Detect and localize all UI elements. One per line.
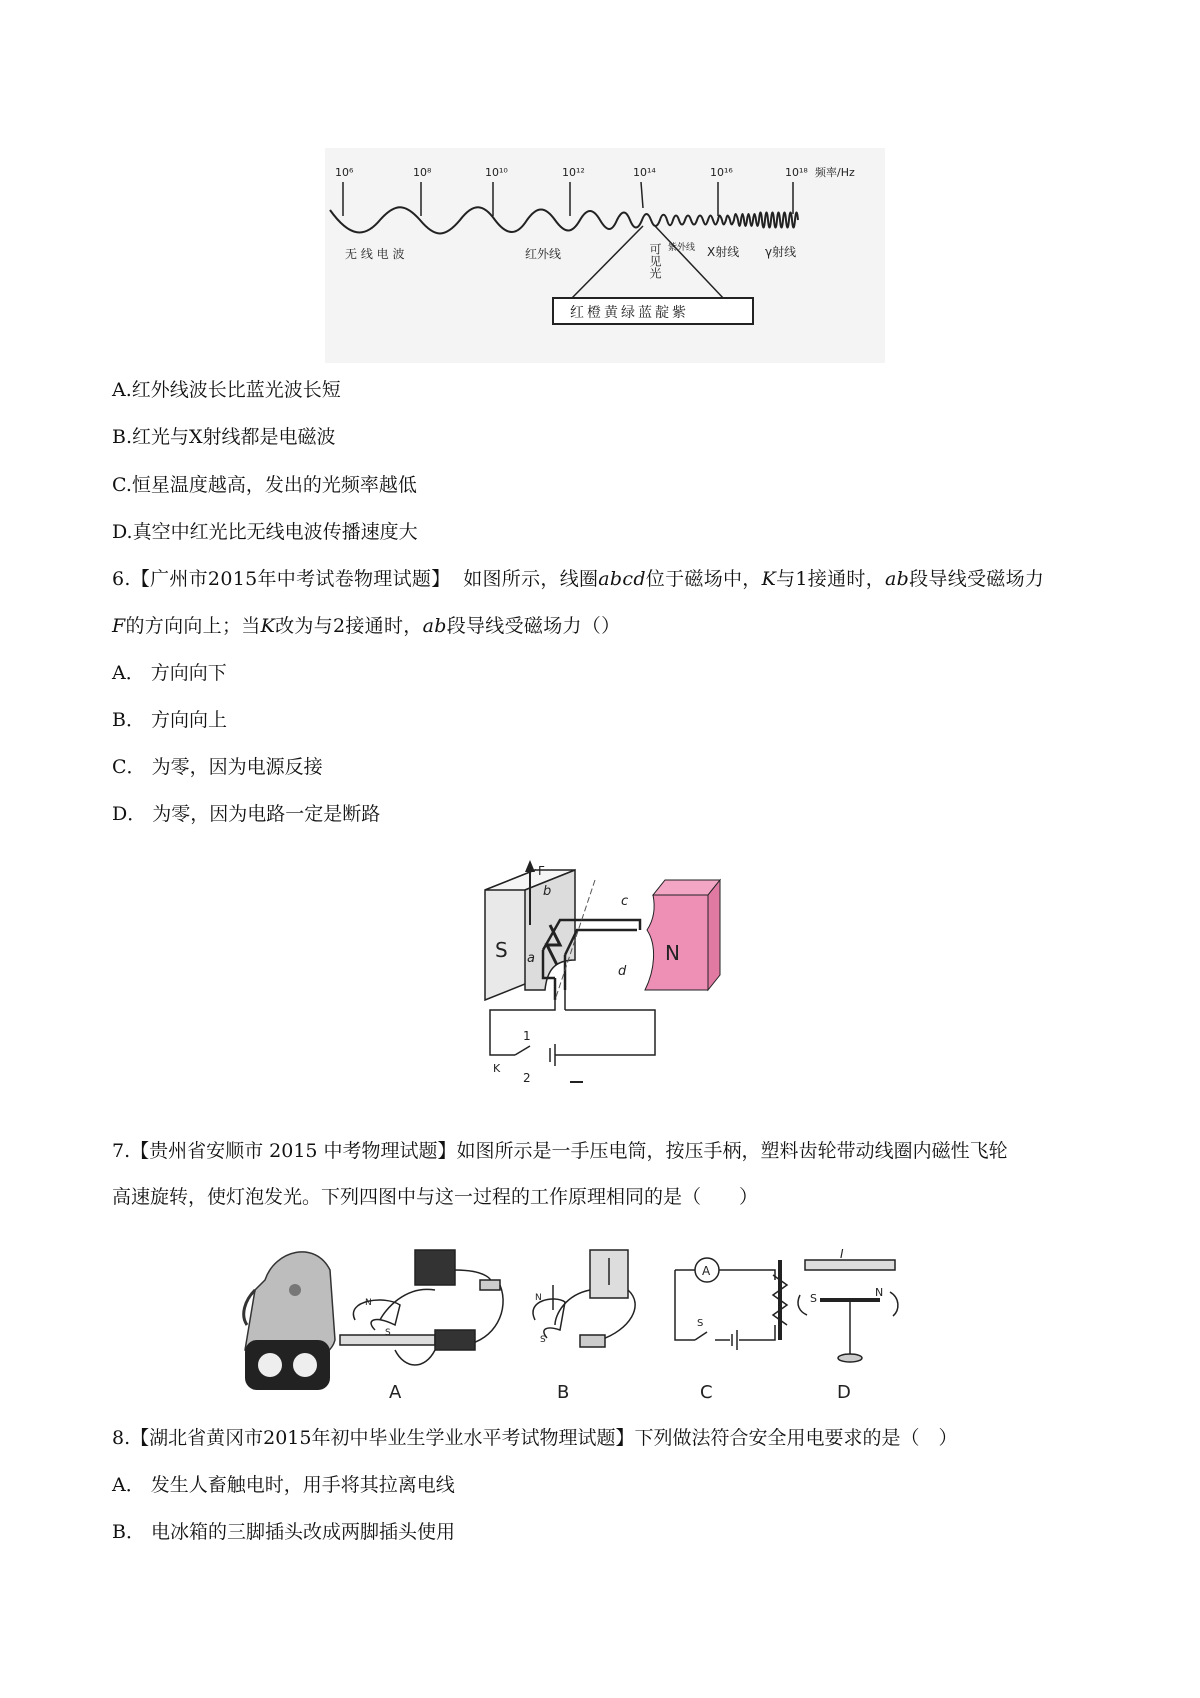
fig-c-ammeter-label: A	[702, 1264, 711, 1278]
fig-d-n-label: N	[875, 1286, 884, 1299]
q6-stem-line2: F的方向向上；当K改为与2接通时，ab段导线受磁场力（）	[112, 615, 621, 637]
q6-option-c: C． 为零，因为电源反接	[112, 756, 323, 778]
visible-colors: 红橙黄绿蓝靛紫	[570, 305, 689, 321]
figure-b	[533, 1250, 635, 1347]
em-spectrum-figure	[325, 148, 885, 363]
fig-label-b: B	[557, 1382, 570, 1403]
q8-option-a: A． 发生人畜触电时，用手将其拉离电线	[112, 1474, 455, 1496]
band-ultraviolet: 紫外线	[668, 243, 696, 253]
figure-c	[675, 1258, 787, 1350]
q7-figures	[235, 1230, 995, 1410]
band-infrared: 红外线	[525, 247, 562, 261]
fig-d-current-label: I	[840, 1247, 844, 1261]
q8-option-b: B． 电冰箱的三脚插头改成两脚插头使用	[112, 1521, 456, 1543]
band-gamma: γ射线	[765, 245, 797, 259]
coil-label-b: b	[543, 884, 552, 899]
fig-b-n-label: N	[535, 1293, 542, 1303]
fig-a-s-label: S	[385, 1328, 391, 1338]
coil-label-a: a	[527, 951, 535, 966]
fig-b-s-label: S	[540, 1335, 546, 1345]
magnet-s-label: S	[495, 938, 508, 962]
fig-label-d: D	[837, 1382, 851, 1403]
axis-unit: 频率/Hz	[815, 166, 855, 179]
freq-label: 10¹⁴	[633, 166, 656, 179]
q6-option-d: D． 为零，因为电路一定是断路	[112, 803, 381, 825]
q5-option-c: C.恒星温度越高，发出的光频率越低	[112, 474, 417, 496]
magnet-n-label: N	[665, 941, 680, 965]
q7-stem-line1: 7.【贵州省安顺市 2015 中考物理试题】如图所示是一手压电筒，按压手柄，塑料齿轮带动线圈内磁性飞轮	[112, 1140, 1008, 1162]
q6-option-b: B． 方向向上	[112, 709, 228, 731]
q5-option-b: B.红光与X射线都是电磁波	[112, 426, 336, 448]
switch-k-label: K	[493, 1062, 501, 1075]
q7-stem-line2: 高速旋转，使灯泡发光。下列四图中与这一过程的工作原理相同的是（ ）	[112, 1186, 759, 1208]
fig-c-s-label: S	[697, 1318, 704, 1329]
q5-option-d: D.真空中红光比无线电波传播速度大	[112, 521, 418, 543]
band-visible: 可见光	[648, 243, 662, 279]
fig-label-c: C	[700, 1382, 713, 1403]
freq-label: 10¹²	[562, 166, 585, 179]
coil-label-d: d	[618, 964, 627, 979]
fig-d-s-label: S	[810, 1292, 817, 1305]
q8-stem: 8.【湖北省黄冈市2015年初中毕业生学业水平考试物理试题】下列做法符合安全用电要求的是（ ）	[112, 1427, 958, 1449]
freq-label: 10⁸	[413, 166, 432, 179]
freq-label: 10¹⁸	[785, 166, 808, 179]
coil-magnet-figure	[475, 850, 735, 1110]
freq-label: 10¹⁰	[485, 166, 508, 179]
hand-flashlight-image	[244, 1252, 335, 1390]
q6-stem-line1: 6.【广州市2015年中考试卷物理试题】 如图所示，线圈abcd位于磁场中，K与1接通时，ab段导线受磁场力	[112, 568, 1045, 590]
switch-1-label: 1	[523, 1029, 531, 1043]
freq-label: 10⁶	[335, 166, 354, 179]
coil-label-c: c	[621, 894, 629, 909]
fig-label-a: A	[389, 1382, 402, 1403]
q6-option-a: A． 方向向下	[112, 662, 227, 684]
force-f-label: F	[538, 864, 545, 878]
figure-d	[798, 1260, 898, 1362]
band-radio: 无 线 电 波	[345, 247, 405, 261]
switch-2-label: 2	[523, 1071, 531, 1085]
band-xray: X射线	[707, 245, 740, 259]
fig-a-n-label: N	[365, 1298, 372, 1308]
q5-option-a: A.红外线波长比蓝光波长短	[112, 379, 341, 401]
freq-label: 10¹⁶	[710, 166, 733, 179]
